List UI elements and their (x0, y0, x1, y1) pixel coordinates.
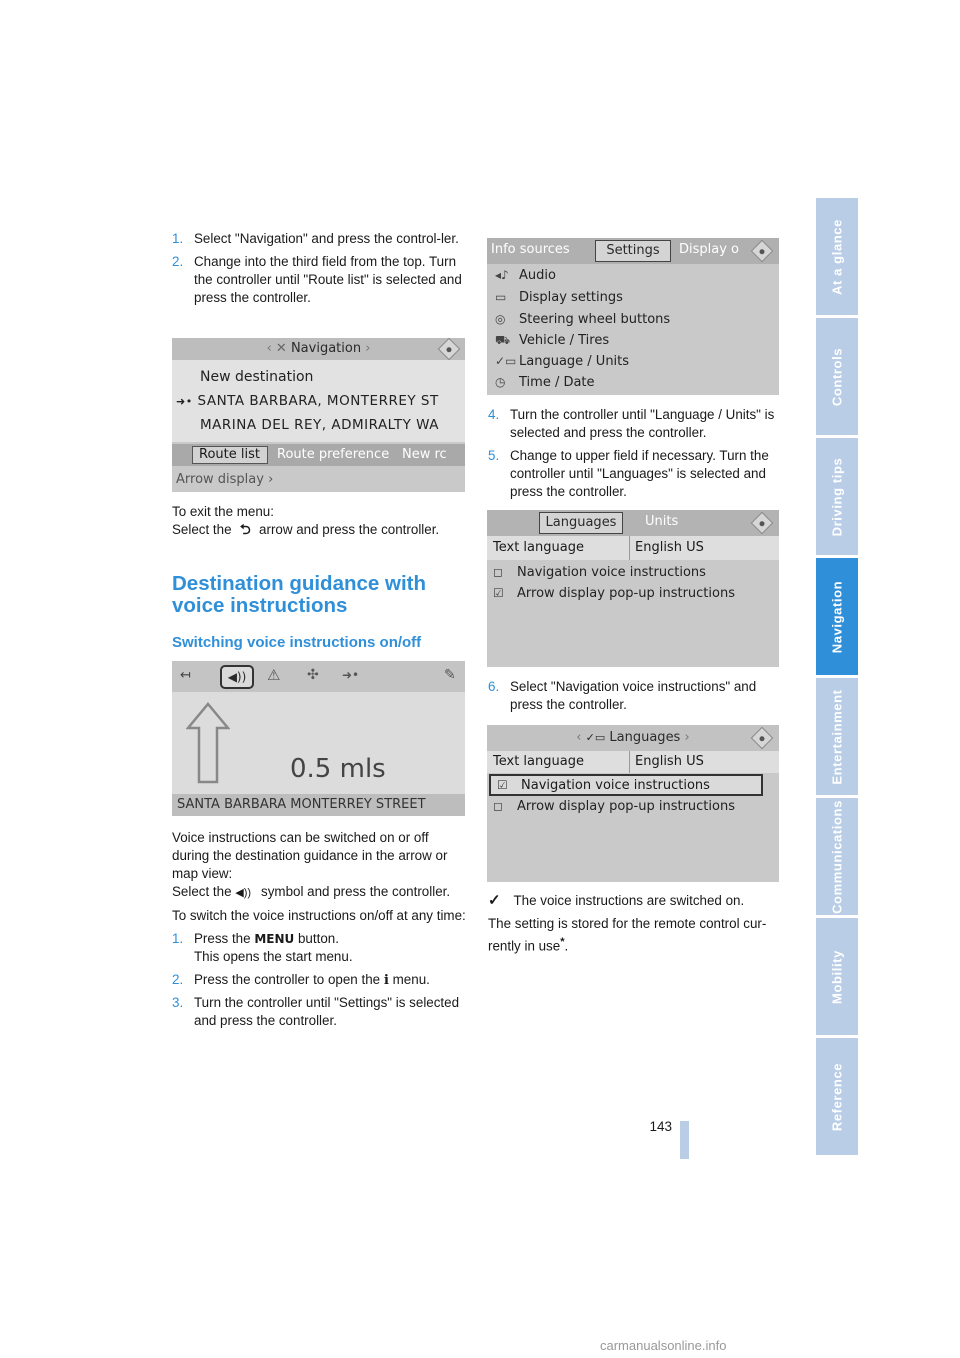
settings-item-label: Steering wheel buttons (519, 312, 671, 327)
audio-icon: ◂♪ (495, 268, 509, 282)
step-6 (488, 678, 784, 714)
tab-new: New rc (402, 447, 447, 462)
arrow-popup-option (493, 586, 765, 601)
voice-text (172, 829, 466, 1035)
step-5 (488, 447, 784, 501)
menu-key-icon: MENU (254, 932, 295, 946)
destination-list (172, 360, 465, 442)
sidebar-tab-entertainment[interactable] (816, 678, 858, 795)
sidebar-tab-communications[interactable] (816, 798, 858, 915)
voice-icon: ◀)) (220, 665, 254, 689)
tab-route-preference: Route preference (277, 447, 390, 462)
check-note (488, 892, 784, 910)
step-number: 3. (172, 995, 184, 1010)
destination-item (176, 393, 439, 409)
vehicle-icon: ⛟ (495, 333, 511, 347)
settings-item-label: Time / Date (519, 375, 595, 390)
sidebar-tab-driving-tips[interactable] (816, 438, 858, 555)
option-label: Navigation voice instructions (521, 778, 710, 793)
step-before: Press the (194, 931, 251, 946)
right-notes (488, 892, 784, 960)
sidebar-tab-label: Communications (829, 799, 845, 914)
asterisk: * (560, 936, 565, 948)
settings-tabs (487, 238, 779, 264)
right-steps-a (488, 406, 784, 506)
step-text: Change to upper field if necessary. Turn the controller until "Languages" is selected and press the controller. (510, 448, 769, 499)
watermark: carmanualsonline.info (600, 1338, 727, 1353)
navigation-screen (172, 338, 465, 492)
step-2 (172, 971, 466, 989)
checkmark-icon: ✓ (488, 892, 501, 909)
tab-display: Display o (679, 242, 740, 257)
step-1 (172, 930, 466, 966)
traffic-icon: ✣ (307, 667, 319, 683)
stored-note-text: The setting is stored for the remote control cur-rently in use (488, 916, 767, 954)
tab-route-list: Route list (192, 446, 268, 464)
step-4 (488, 406, 784, 442)
settings-item-label: Vehicle / Tires (519, 333, 610, 348)
select-before: Select the (172, 884, 232, 899)
nav-voice-option (493, 565, 765, 580)
street-name: SANTA BARBARA MONTERREY STREET (172, 794, 465, 816)
sidebar-tab-mobility[interactable] (816, 918, 858, 1035)
step-number: 1. (172, 231, 184, 246)
step-after: menu. (392, 972, 430, 987)
sidebar-tab-label: Mobility (829, 949, 845, 1004)
languages-header: ‹ ✓▭ Languages › (487, 725, 779, 751)
arrow-screen-toolbar (172, 661, 465, 692)
step-2 (172, 253, 466, 307)
arrow-display-item: Arrow display › (176, 472, 274, 487)
route-arrow-icon: ➜• (342, 668, 360, 682)
route-tabs (172, 444, 465, 466)
back-arrow-icon: ⮌ (239, 522, 251, 537)
language-units-screen (487, 510, 779, 667)
exit-text (172, 503, 466, 544)
warning-icon: ⚠ (267, 666, 281, 684)
step-text: Select "Navigation voice instructions" and press the controller. (510, 679, 757, 712)
text-language-label: Text language (493, 540, 584, 555)
languages-title: Languages (609, 730, 681, 745)
text-language-value: English US (635, 540, 704, 555)
language-icon: ✓▭ (495, 354, 517, 368)
left-column (172, 230, 466, 312)
straight-arrow-icon (186, 702, 230, 784)
select-symbol-paragraph (172, 883, 466, 902)
select-after: symbol and press the controller. (261, 884, 451, 899)
tab-units: Units (645, 514, 679, 529)
step-number: 1. (172, 931, 184, 946)
tab-languages: Languages (539, 512, 623, 534)
check-note-text: The voice instructions are switched on. (513, 893, 745, 908)
step-number: 6. (488, 679, 500, 694)
text-language-label: Text language (493, 754, 584, 769)
step-after: button. (297, 931, 339, 946)
settings-screen (487, 238, 779, 395)
sidebar-tab-label: Driving tips (829, 457, 845, 536)
option-label: Arrow display pop-up instructions (517, 586, 735, 601)
settings-item-audio (495, 268, 765, 283)
sidebar-tab-controls[interactable] (816, 318, 858, 435)
chapter-sidebar (816, 198, 858, 1158)
arrow-popup-option (493, 799, 765, 814)
step-text: Change into the third field from the top. Turn the controller until "Route list" is selected and press the controller. (194, 254, 462, 305)
sidebar-tab-label: Navigation (829, 580, 845, 653)
info-icon: i (383, 972, 389, 988)
text-language-value: English US (635, 754, 704, 769)
language-tabs (487, 510, 779, 536)
option-label: Navigation voice instructions (517, 565, 706, 580)
step-line-2: This opens the start menu. (194, 949, 353, 964)
settings-item-steering (495, 312, 765, 327)
settings-list (487, 264, 779, 395)
language-icon: ✓▭ (585, 731, 606, 744)
settings-item-label: Language / Units (519, 354, 630, 369)
toggle-paragraph: To switch the voice instructions on/off at any time: (172, 908, 466, 923)
sidebar-tab-label: Controls (829, 347, 845, 406)
step-text: Turn the controller until "Settings" is selected and press the controller. (194, 995, 460, 1028)
new-destination-item: New destination (200, 369, 314, 385)
settings-item-vehicle (495, 333, 765, 349)
step-1 (172, 230, 466, 248)
checkbox-checked-icon: ☑ (493, 586, 504, 600)
voice-symbol-icon: ◀)) (235, 887, 252, 899)
nav-voice-option-selected (489, 774, 763, 796)
settings-item-language (495, 354, 765, 369)
display-icon: ▭ (495, 290, 507, 304)
step-number: 2. (172, 254, 184, 269)
right-step-6 (488, 678, 784, 719)
step-3 (172, 994, 466, 1030)
exit-before: Select the (172, 522, 232, 537)
section-title (172, 573, 472, 617)
arrow-icon: ➜• (176, 395, 193, 408)
text-language-row (487, 751, 779, 773)
clock-icon: ◷ (495, 375, 506, 389)
step-number: 2. (172, 972, 184, 987)
settings-pen-icon: ✎ (444, 667, 456, 683)
languages-screen (487, 725, 779, 882)
step-text: Turn the controller until "Language / Units" is selected and press the controller. (510, 407, 775, 440)
destination-item: MARINA DEL REY, ADMIRALTY WA (200, 417, 439, 433)
arrow-display-area (172, 692, 465, 794)
sidebar-tab-label: At a glance (829, 218, 845, 295)
stored-note: The setting is stored for the remote control cur-rently in use*. (488, 916, 767, 954)
settings-item-time (495, 375, 765, 390)
nav-screen-title: Navigation (290, 341, 362, 356)
sidebar-tab-label: Entertainment (829, 688, 845, 785)
sidebar-tab-at-a-glance[interactable] (816, 198, 858, 315)
sidebar-tab-label: Reference (829, 1062, 845, 1131)
exit-title: To exit the menu: (172, 504, 274, 519)
destination-label: SANTA BARBARA, MONTERREY ST (197, 393, 439, 409)
distance-readout: 0.5 mls (290, 754, 386, 784)
steering-wheel-icon: ◎ (495, 312, 506, 326)
checkbox-checked-icon: ☑ (497, 778, 508, 792)
exit-after: arrow and press the controller. (259, 522, 440, 537)
arrow-view-screen (172, 661, 465, 816)
intro-paragraph: Voice instructions can be switched on or off during the destination guidance in the arrow or map view: (172, 830, 448, 881)
exit-instruction (172, 521, 466, 539)
settings-item-display (495, 290, 765, 305)
arrow-display-label: Arrow display (176, 472, 264, 487)
text-language-row (487, 536, 779, 560)
step-before: Press the controller to open the (194, 972, 381, 987)
sidebar-tab-reference[interactable] (816, 1038, 858, 1155)
option-label: Arrow display pop-up instructions (517, 799, 735, 814)
settings-item-label: Display settings (519, 290, 623, 305)
section-title-line-2: voice instructions (172, 594, 348, 617)
page-marker-bar (680, 1121, 689, 1159)
sidebar-tab-navigation[interactable] (816, 558, 858, 675)
page-number: 143 (649, 1119, 672, 1134)
step-text (194, 930, 466, 966)
step-text (194, 971, 466, 989)
back-icon: ↤ (180, 668, 191, 683)
step-number: 5. (488, 448, 500, 463)
step-text: Select "Navigation" and press the control-ler. (194, 231, 459, 246)
nav-icon: ✕ (275, 341, 287, 356)
tab-settings: Settings (595, 240, 671, 262)
step-number: 4. (488, 407, 500, 422)
checkbox-empty-icon: ◻ (493, 565, 503, 579)
nav-screen-header: ‹ ✕ Navigation › (172, 338, 465, 360)
checkbox-empty-icon: ◻ (493, 799, 503, 813)
tab-info-sources: Info sources (491, 242, 570, 257)
section-title-line-1: Destination guidance with (172, 572, 426, 595)
subsection-title: Switching voice instructions on/off (172, 634, 422, 651)
settings-item-label: Audio (519, 268, 556, 283)
